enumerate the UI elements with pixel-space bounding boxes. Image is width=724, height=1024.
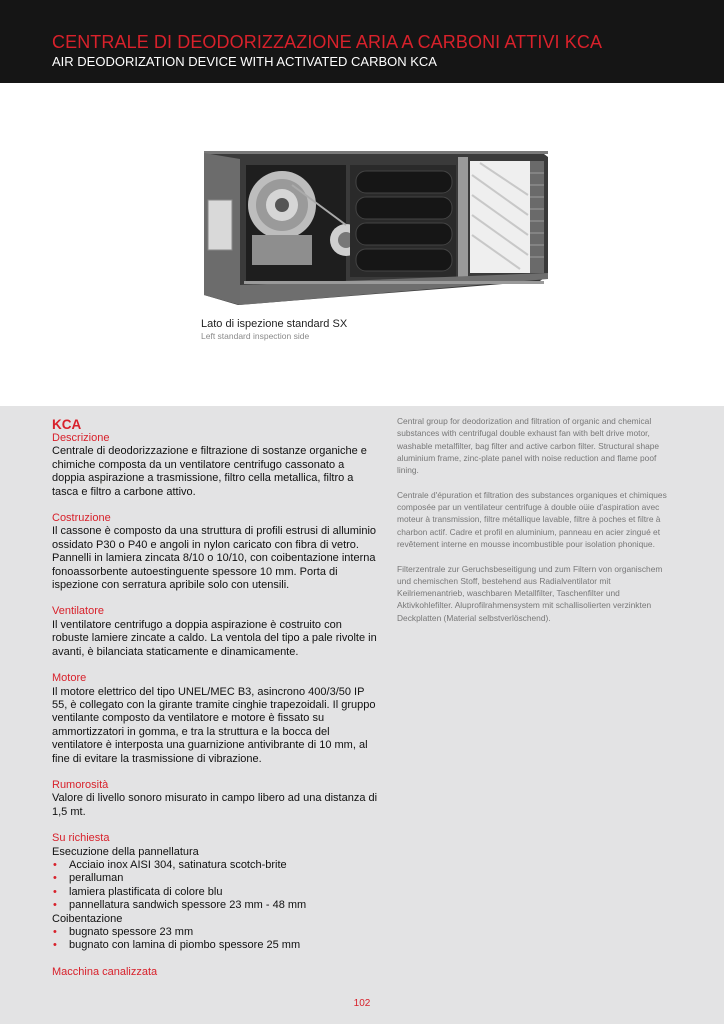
italian-column — [52, 417, 380, 992]
photo-caption — [201, 318, 347, 341]
page-subtitle: AIR DEODORIZATION DEVICE WITH ACTIVATED CARBON KCA — [52, 54, 437, 69]
list-item: • pannellatura sandwich spessore 23 mm - 48 mm — [52, 899, 380, 912]
product-photo — [200, 145, 552, 315]
coibentazione-label: Coibentazione — [52, 912, 123, 925]
rumorosita-text: Valore di livello sonoro misurato in campo libero ad una distanza di 1,5 mt. — [52, 792, 378, 818]
pannellatura-label: Esecuzione della pannellatura — [52, 845, 199, 858]
english-description: Central group for deodorization and filtration of organic and chemical substances with centrifugal double exhaust fan with belt drive motor, washable metalfilter, bag filter and active carbon filter. Structural shape aluminium frame, zinc-plate panel with noise reduction and flame poof lining. — [397, 416, 660, 476]
list-item: • bugnato con lamina di piombo spessore 25 mm — [52, 939, 380, 952]
costruzione-section — [52, 512, 380, 592]
ventilatore-text: Il ventilatore centrifugo a doppia aspirazione è costruito con robuste lamiere zincate a caldo. La ventola del tipo a pale rivolte in avanti, è bilanciata staticamente e dinamicamente. — [52, 618, 377, 658]
section-heading: KCA — [52, 417, 82, 432]
canalizzata-title: Macchina canalizzata — [52, 965, 158, 978]
list-item: • Acciaio inox AISI 304, satinatura scotch-brite — [52, 859, 380, 872]
list-item: • lamiera plastificata di colore blu — [52, 886, 380, 899]
german-description: Filterzentrale zur Geruchsbeseitigung und zum Filtern von organischem und chemischen Stoff, bestehend aus Radialventilator mit Keilriemenantrieb, waschbaren Metallfilter, Taschenfilter und Aktivkohlefilter. Aluprofilrahmensystem mit schallisolierten verzinkten Deckplatten (Material selbstverlöschend). — [397, 563, 663, 623]
costruzione-title: Costruzione — [52, 512, 111, 525]
canalizzata-section — [52, 966, 380, 979]
page-number: 102 — [353, 998, 371, 1009]
rumorosita-title: Rumorosità — [52, 778, 109, 791]
caption-english: Left standard inspection side — [201, 331, 310, 341]
richiesta-section — [52, 832, 380, 953]
rumorosita-section — [52, 779, 380, 819]
ventilatore-section — [52, 605, 380, 659]
descrizione-section — [52, 432, 380, 499]
french-description: Centrale d'épuration et filtration des substances organiques et chimiques composée par un ventilateur centrifuge à double oüie d'aspiration avec moteur à transmission, filtre métallique lavable, filtre à poches et filtre à charbon actif. Cadre et profil en aluminium, panneau en acier zingué et revêtement interne en mousse incombustible pour isolation phonique. — [397, 489, 667, 549]
ventilatore-title: Ventilatore — [52, 605, 104, 618]
descrizione-text: Centrale di deodorizzazione e filtrazione di sostanze organiche e chimiche composta da un ventilatore centrifugo cassonato a doppia aspirazione a trasmissione, filtro cella metallica, filtro a tasca e filtro a carbone attivo. — [52, 445, 367, 498]
caption-italian: Lato di ispezione standard SX — [201, 318, 348, 330]
richiesta-title: Su richiesta — [52, 832, 110, 845]
page-header — [0, 0, 724, 83]
pannellatura-list — [52, 859, 380, 913]
list-item: • bugnato spessore 23 mm — [52, 926, 380, 939]
motore-section — [52, 672, 380, 766]
coibentazione-list — [52, 926, 380, 953]
motore-text: Il motore elettrico del tipo UNEL/MEC B3, asincrono 400/3/50 IP 55, è collegato con la girante tramite cinghie trapezoidali. Il gruppo ventilante composto da ventilatore e motore è fissato su ammortizzatori in gomma, e tra la struttura e la bocca del ventilatore è interposta una guarnizione antivibrante di 10 mm, al fine di evitare la trasmissione di vibrazione. — [52, 685, 376, 765]
list-item: • peralluman — [52, 872, 380, 885]
motore-title: Motore — [52, 672, 87, 685]
page-title: CENTRALE DI DEODORIZZAZIONE ARIA A CARBONI ATTIVI KCA — [52, 32, 603, 52]
translations-column — [397, 415, 673, 636]
costruzione-text: Il cassone è composto da una struttura di profili estrusi di alluminio ossidato P30 o P40 e angoli in nylon caricato con fibra di vetro. Pannelli in lamiera zincata 8/10 o 10/10, con coibentazione interna fonoassorbente autoestinguente spessore 10 mm. Porta di ispezione con serratura apribile solo con utensili. — [52, 525, 377, 592]
descrizione-title: Descrizione — [52, 432, 110, 444]
